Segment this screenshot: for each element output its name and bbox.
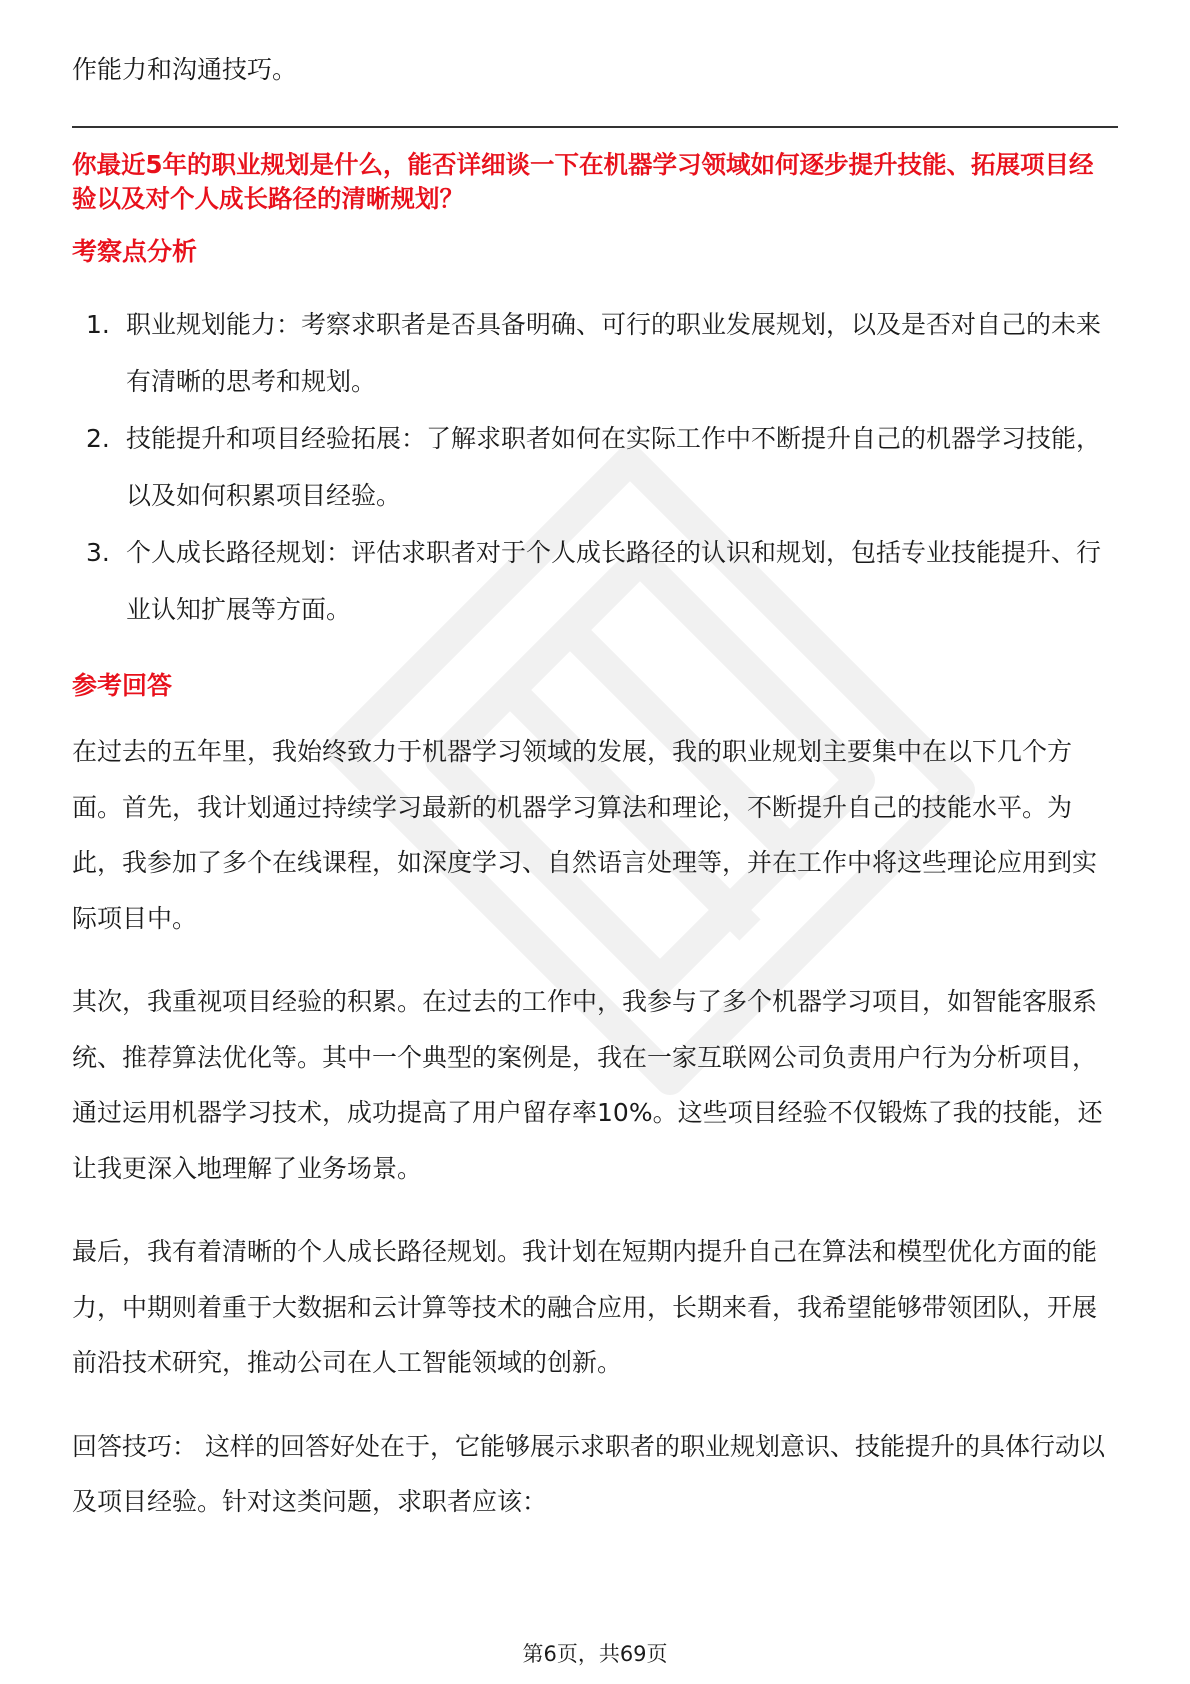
answer-heading: 参考回答 — [72, 671, 173, 700]
list-item — [72, 524, 1118, 638]
list-item-number: 3. — [86, 538, 110, 567]
analysis-list — [72, 296, 1118, 638]
answer-tips: 回答技巧： 这样的回答好处在于，它能够展示求职者的职业规划意识、技能提升的具体行动以及项目经验。针对这类问题，求职者应该： — [72, 1431, 1105, 1516]
list-item — [72, 296, 1118, 410]
list-item-number: 1. — [86, 310, 110, 339]
answer-paragraph: 最后，我有着清晰的个人成长路径规划。我计划在短期内提升自己在算法和模型优化方面的能力，中期则着重于大数据和云计算等技术的融合应用，长期来看，我希望能够带领团队，开展前沿技术研究，推动公司在人工智能领域的创新。 — [72, 1237, 1098, 1377]
answer-paragraph: 在过去的五年里，我始终致力于机器学习领域的发展，我的职业规划主要集中在以下几个方面。首先，我计划通过持续学习最新的机器学习算法和理论，不断提升自己的技能水平。为此，我参加了多个在线课程，如深度学习、自然语言处理等，并在工作中将这些理论应用到实际项目中。 — [72, 737, 1098, 933]
list-item-text: 个人成长路径规划：评估求职者对于个人成长路径的认识和规划，包括专业技能提升、行业认知扩展等方面。 — [126, 538, 1102, 624]
answer-paragraph: 其次，我重视项目经验的积累。在过去的工作中，我参与了多个机器学习项目，如智能客服系统、推荐算法优化等。其中一个典型的案例是，我在一家互联网公司负责用户行为分析项目，通过运用机器学习技术，成功提高了用户留存率10%。这些项目经验不仅锻炼了我的技能，还让我更深入地理解了业务场景。 — [72, 987, 1103, 1183]
section-divider — [72, 126, 1118, 128]
list-item-text: 技能提升和项目经验拓展：了解求职者如何在实际工作中不断提升自己的机器学习技能，以及如何积累项目经验。 — [126, 424, 1102, 510]
list-item-text: 职业规划能力：考察求职者是否具备明确、可行的职业发展规划，以及是否对自己的未来有清晰的思考和规划。 — [126, 310, 1102, 396]
list-item-number: 2. — [86, 424, 110, 453]
analysis-heading: 考察点分析 — [72, 237, 198, 266]
page-content — [72, 50, 1118, 1530]
interview-question: 你最近5年的职业规划是什么，能否详细谈一下在机器学习领域如何逐步提升技能、拓展项目经验以及对个人成长路径的清晰规划？ — [72, 150, 1094, 213]
lead-text: 作能力和沟通技巧。 — [72, 55, 298, 84]
list-item — [72, 410, 1118, 524]
page-number-footer: 第6页，共69页 — [522, 1642, 668, 1666]
